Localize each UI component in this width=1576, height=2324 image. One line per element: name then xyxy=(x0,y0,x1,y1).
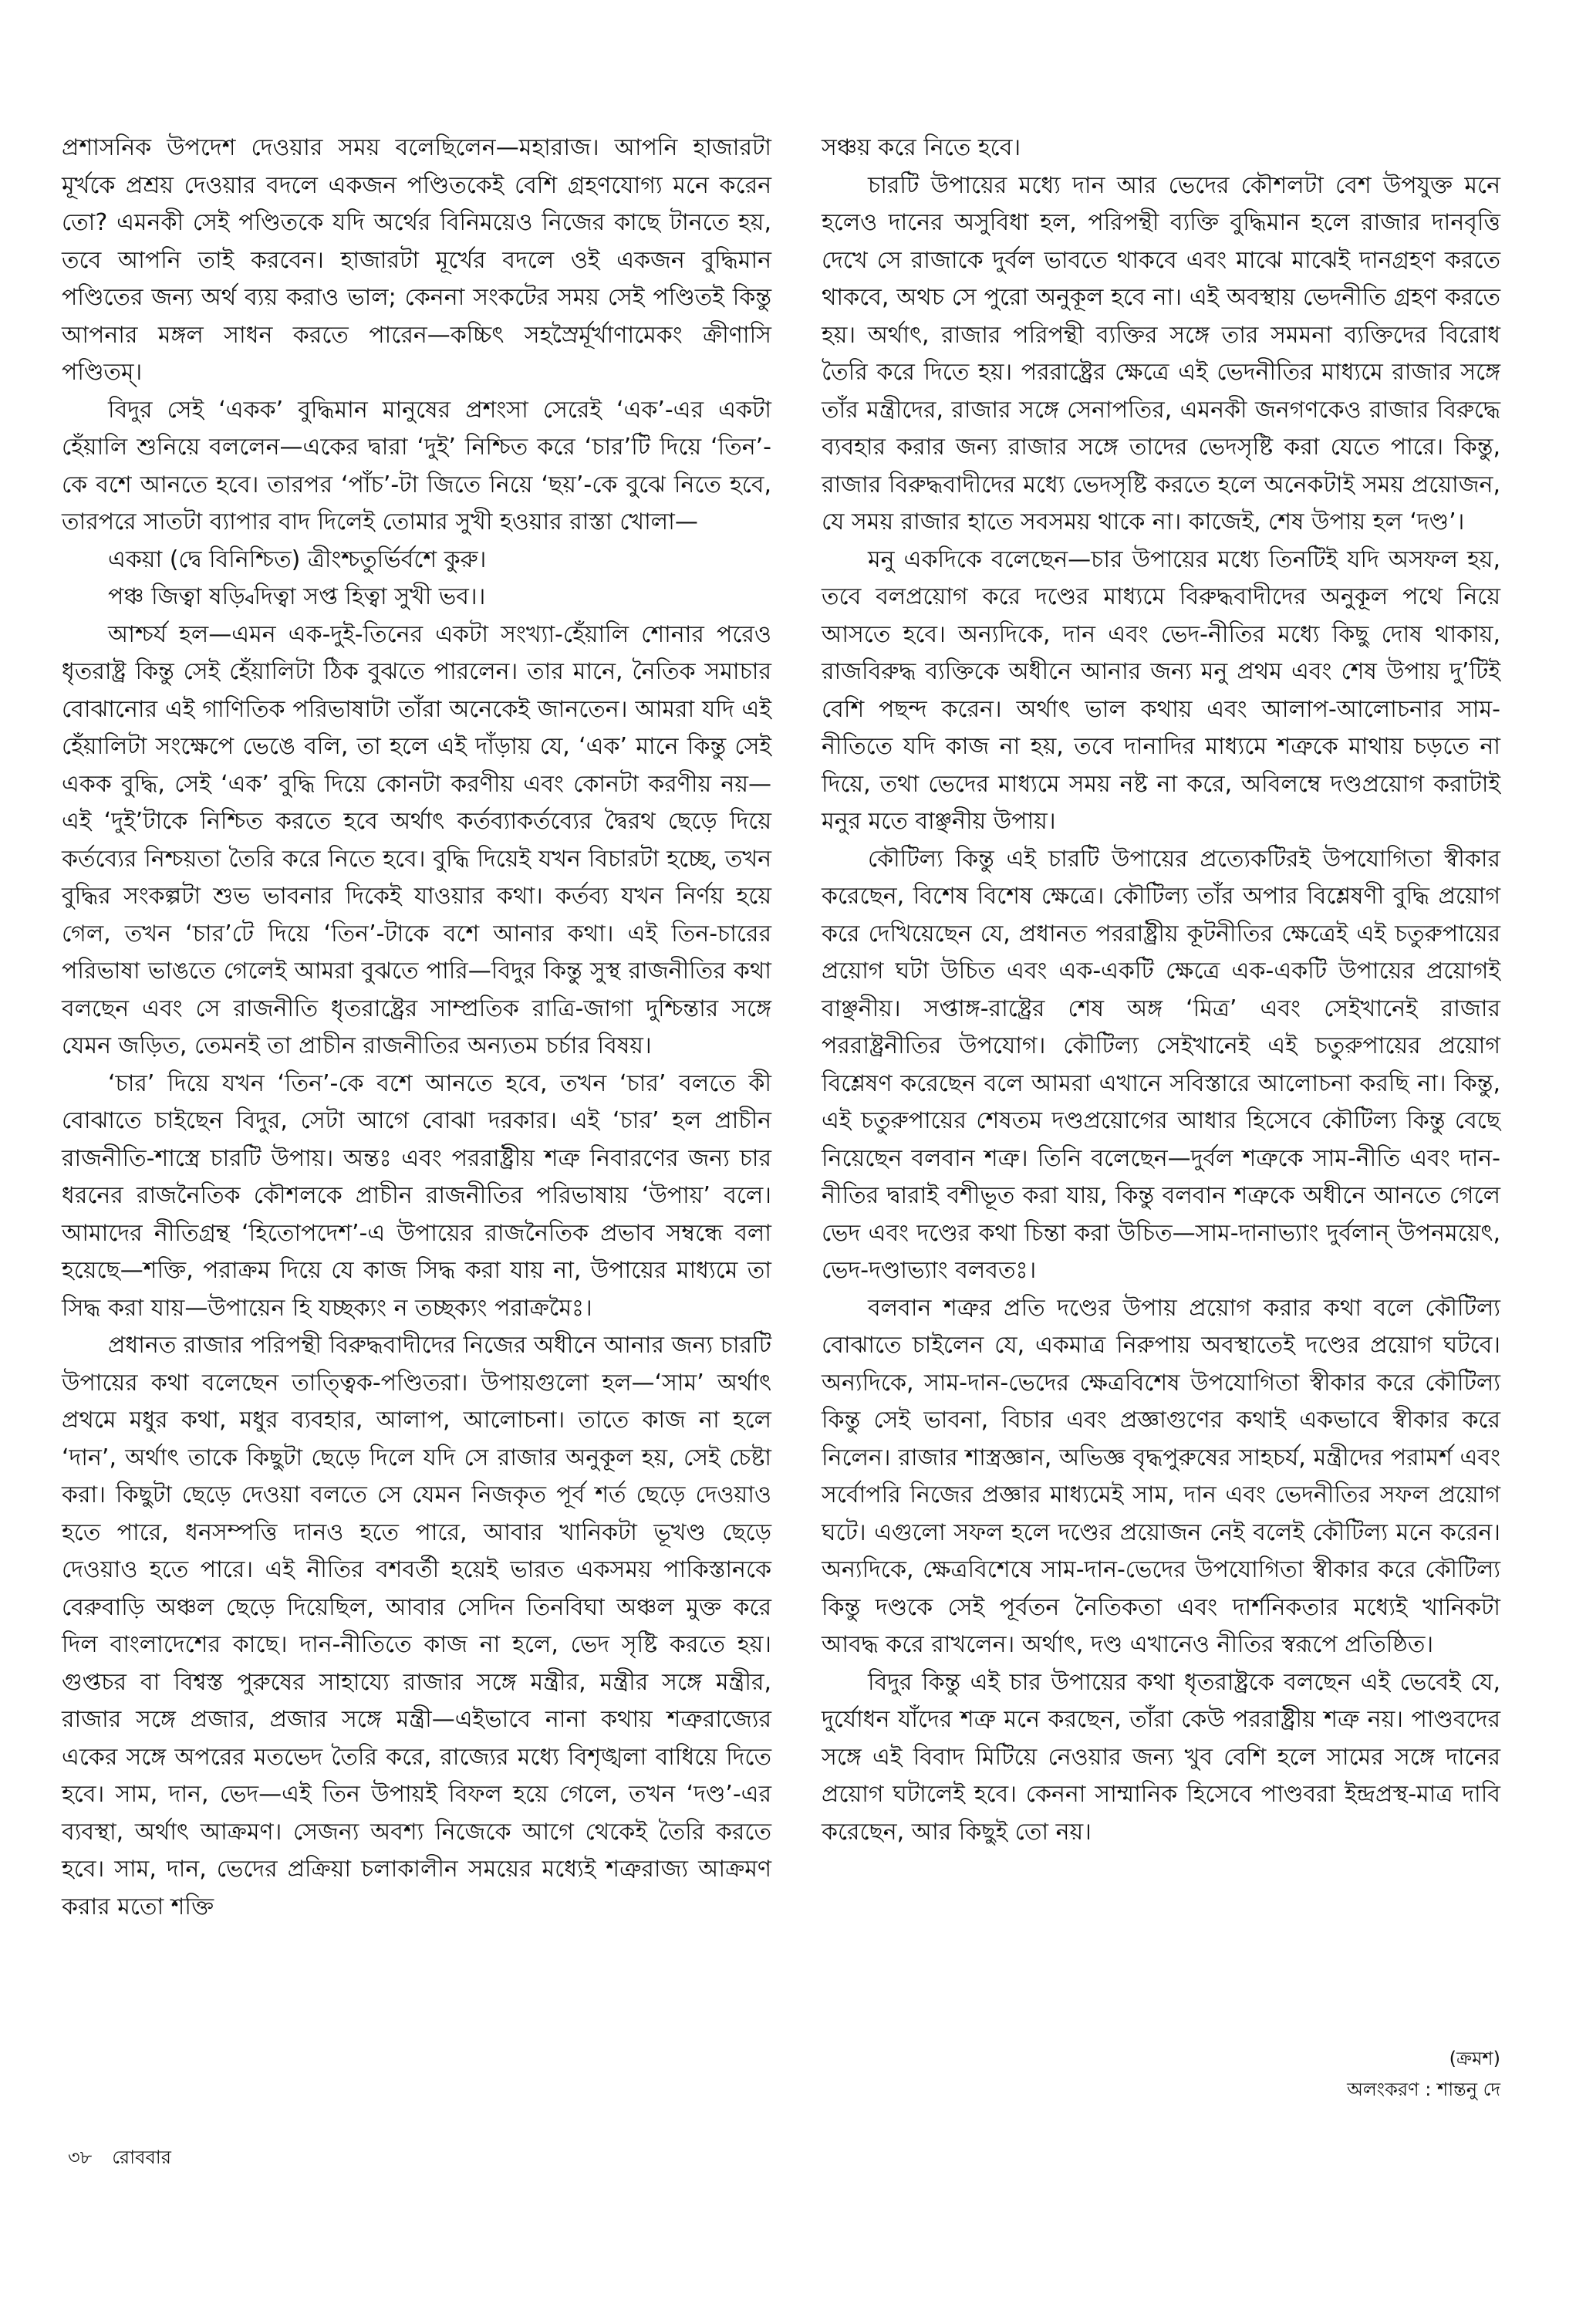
magazine-name: রোববার xyxy=(112,2147,171,2168)
body-paragraph: সঞ্চয় করে নিতে হবে। xyxy=(822,134,1021,161)
continued-note: (ক্রমশ) xyxy=(1449,2048,1500,2069)
left-column xyxy=(62,130,771,1926)
page-folio xyxy=(68,2143,191,2174)
body-paragraph: বিদুর কিন্তু এই চার উপায়ের কথা ধৃতরাষ্ট্রকে বলছেন এই ভেবেই যে, দুর্যোধন যাঁদের শত্রু মনে করছেন, তাঁরা কেউ পররাষ্ট্রীয় শত্রু নয়। পাণ্ডবদের সঙ্গে এই বিবাদ মিটিয়ে নেওয়ার জন্য খুব বেশি হলে সামের সঙ্গে দানের প্রয়োগ ঘটালেই হবে। কেননা সাম্মানিক হিসেবে পাণ্ডবরা ইন্দ্রপ্রস্থ-মাত্র দাবি করেছেন, আর কিছুই তো নয়। xyxy=(822,1668,1500,1846)
body-paragraph: ‘চার’ দিয়ে যখন ‘তিন’-কে বশে আনতে হবে, তখন ‘চার’ বলতে কী বোঝাতে চাইছেন বিদুর, সেটা আগে বোঝা দরকার। এই ‘চার’ হল প্রাচীন রাজনীতি-শাস্ত্রে চারটি উপায়। অন্তঃ এবং পররাষ্ট্রীয় শত্রু নিবারণের জন্য চার ধরনের রাজনৈতিক কৌশলকে প্রাচীন রাজনীতির পরিভাষায় ‘উপায়’ বলে। আমাদের নীতিগ্রন্থ ‘হিতোপদেশ’-এ উপায়ের রাজনৈতিক প্রভাব সম্বন্ধে বলা হয়েছে—শক্তি, পরাক্রম দিয়ে যে কাজ সিদ্ধ করা যায় না, উপায়ের মাধ্যমে তা সিদ্ধ করা যায়—উপায়েন হি যচ্ছক্যং ন তচ্ছক্যং পরাক্রমৈঃ। xyxy=(62,1069,771,1322)
sanskrit-verse-line: পঞ্চ জিত্বা ষড়্বিদিত্বা সপ্ত হিত্বা সুখী ভব।। xyxy=(108,583,486,610)
page-number: ৩৮ xyxy=(68,2147,93,2168)
body-paragraph: প্রধানত রাজার পরিপন্থী বিরুদ্ধবাদীদের নিজের অধীনে আনার জন্য চারটি উপায়ের কথা বলেছেন তাত্ত্বিক-পণ্ডিতরা। উপায়গুলো হল—‘সাম’ অর্থাৎ প্রথমে মধুর কথা, মধুর ব্যবহার, আলাপ, আলোচনা। তাতে কাজ না হলে ‘দান’, অর্থাৎ তাকে কিছুটা ছেড়ে দিলে যদি সে রাজার অনুকূল হয়, সেই চেষ্টা করা। কিছুটা ছেড়ে দেওয়া বলতে সে যেমন নিজকৃত পূর্ব শর্ত ছেড়ে দেওয়াও হতে পারে, ধনসম্পত্তি দানও হতে পারে, আবার খানিকটা ভূখণ্ড ছেড়ে দেওয়াও হতে পারে। এই নীতির বশবর্তী হয়েই ভারত একসময় পাকিস্তানকে বেরুবাড়ি অঞ্চল ছেড়ে দিয়েছিল, আবার সেদিন তিনবিঘা অঞ্চল মুক্ত করে দিল বাংলাদেশের কাছে। দান-নীতিতে কাজ না হলে, ভেদ সৃষ্টি করতে হয়। গুপ্তচর বা বিশ্বস্ত পুরুষের সাহায্যে রাজার সঙ্গে মন্ত্রীর, মন্ত্রীর সঙ্গে মন্ত্রীর, রাজার সঙ্গে প্রজার, প্রজার সঙ্গে মন্ত্রী—এইভাবে নানা কথায় শত্রুরাজ্যের একের সঙ্গে অপরের মতভেদ তৈরি করে, রাজ্যের মধ্যে বিশৃঙ্খলা বাধিয়ে দিতে হবে। সাম, দান, ভেদ—এই তিন উপায়ই বিফল হয়ে গেলে, তখন ‘দণ্ড’-এর ব্যবস্থা, অর্থাৎ আক্রমণ। সেজন্য অবশ্য নিজেকে আগে থেকেই তৈরি করতে হবে। সাম, দান, ভেদের প্রক্রিয়া চলাকালীন সময়ের মধ্যেই শত্রুরাজ্য আক্রমণ করার মতো শক্তি xyxy=(62,1332,771,1920)
article-credits xyxy=(1347,2043,1500,2105)
body-paragraph: মনু একদিকে বলেছেন—চার উপায়ের মধ্যে তিনটিই যদি অসফল হয়, তবে বলপ্রয়োগ করে দণ্ডের মাধ্যমে বিরুদ্ধবাদীদের অনুকূল পথে নিয়ে আসতে হবে। অন্যদিকে, দান এবং ভেদ-নীতির মধ্যে কিছু দোষ থাকায়, রাজবিরুদ্ধ ব্যক্তিকে অধীনে আনার জন্য মনু প্রথম এবং শেষ উপায় দু’টিই বেশি পছন্দ করেন। অর্থাৎ ভাল কথায় এবং আলাপ-আলোচনার সাম-নীতিতে যদি কাজ না হয়, তবে দানাদির মাধ্যমে শত্রুকে মাথায় চড়তে না দিয়ে, তথা ভেদের মাধ্যমে সময় নষ্ট না করে, অবিলম্বে দণ্ডপ্রয়োগ করাটাই মনুর মতে বাঞ্ছনীয় উপায়। xyxy=(822,546,1500,835)
body-paragraph: বলবান শত্রুর প্রতি দণ্ডের উপায় প্রয়োগ করার কথা বলে কৌটিল্য বোঝাতে চাইলেন যে, একমাত্র নিরুপায় অবস্থাতেই দণ্ডের প্রয়োগ ঘটবে। অন্যদিকে, সাম-দান-ভেদের ক্ষেত্রবিশেষ উপযোগিতা স্বীকার করে কৌটিল্য কিন্তু সেই ভাবনা, বিচার এবং প্রজ্ঞাগুণের কথাই একভাবে স্বীকার করে নিলেন। রাজার শাস্ত্রজ্ঞান, অভিজ্ঞ বৃদ্ধপুরুষের সাহচর্য, মন্ত্রীদের পরামর্শ এবং সর্বোপরি নিজের প্রজ্ঞার মাধ্যমেই সাম, দান এবং ভেদনীতির সফল প্রয়োগ ঘটে। এগুলো সফল হলে দণ্ডের প্রয়োজন নেই বলেই কৌটিল্য মনে করেন। অন্যদিকে, ক্ষেত্রবিশেষে সাম-দান-ভেদের উপযোগিতা স্বীকার করে কৌটিল্য কিন্তু দণ্ডকে সেই পূর্বতন নৈতিকতা এবং দার্শনিকতার মধ্যেই খানিকটা আবদ্ধ করে রাখলেন। অর্থাৎ, দণ্ড এখানেও নীতির স্বরূপে প্রতিষ্ঠিত। xyxy=(822,1294,1500,1658)
body-paragraph: আশ্চর্য হল—এমন এক-দুই-তিনের একটা সংখ্যা-হেঁয়ালি শোনার পরেও ধৃতরাষ্ট্র কিন্তু সেই হেঁয়ালিটা ঠিক বুঝতে পারলেন। তার মানে, নৈতিক সমাচার বোঝানোর এই গাণিতিক পরিভাষাটা তাঁরা অনেকেই জানতেন। আমরা যদি এই হেঁয়ালিটা সংক্ষেপে ভেঙে বলি, তা হলে এই দাঁড়ায় যে, ‘এক’ মানে কিন্তু সেই একক বুদ্ধি, সেই ‘এক’ বুদ্ধি দিয়ে কোনটা করণীয় এবং কোনটা করণীয় নয়—এই ‘দুই’টাকে নিশ্চিত করতে হবে অর্থাৎ কর্তব্যাকর্তব্যের দ্বৈরথ ছেড়ে দিয়ে কর্তব্যের নিশ্চয়তা তৈরি করে নিতে হবে। বুদ্ধি দিয়েই যখন বিচারটা হচ্ছে, তখন বুদ্ধির সংকল্পটা শুভ ভাবনার দিকেই যাওয়ার কথা। কর্তব্য যখন নির্ণয় হয়ে গেল, তখন ‘চার’টে দিয়ে ‘তিন’-টাকে বশে আনার কথা। এই তিন-চারের পরিভাষা ভাঙতে গেলেই আমরা বুঝতে পারি—বিদুর কিন্তু সুস্থ রাজনীতির কথা বলছেন এবং সে রাজনীতি ধৃতরাষ্ট্রের সাম্প্রতিক রাত্রি-জাগা দুশ্চিন্তার সঙ্গে যেমন জড়িত, তেমনই তা প্রাচীন রাজনীতির অন্যতম চর্চার বিষয়। xyxy=(62,620,771,1059)
body-paragraph: চারটি উপায়ের মধ্যে দান আর ভেদের কৌশলটা বেশ উপযুক্ত মনে হলেও দানের অসুবিধা হল, পরিপন্থী ব্যক্তি বুদ্ধিমান হলে রাজার দানবৃত্তি দেখে সে রাজাকে দুর্বল ভাবতে থাকবে এবং মাঝে মাঝেই দানগ্রহণ করতে থাকবে, অথচ সে পুরো অনুকূল হবে না। এই অবস্থায় ভেদনীতি গ্রহণ করতে হয়। অর্থাৎ, রাজার পরিপন্থী ব্যক্তির সঙ্গে তার সমমনা ব্যক্তিদের বিরোধ তৈরি করে দিতে হয়। পররাষ্ট্রের ক্ষেত্রে এই ভেদনীতির মাধ্যমে রাজার সঙ্গে তাঁর মন্ত্রীদের, রাজার সঙ্গে সেনাপতির, এমনকী জনগণকেও রাজার বিরুদ্ধে ব্যবহার করার জন্য রাজার সঙ্গে তাদের ভেদসৃষ্টি করা যেতে পারে। কিন্তু, রাজার বিরুদ্ধবাদীদের মধ্যে ভেদসৃষ্টি করতে হলে অনেকটাই সময় প্রয়োজন, যে সময় রাজার হাতে সবসময় থাকে না। কাজেই, শেষ উপায় হল ‘দণ্ড’। xyxy=(822,171,1500,535)
body-paragraph: প্রশাসনিক উপদেশ দেওয়ার সময় বলেছিলেন—মহারাজ। আপনি হাজারটা মূর্খকে প্রশ্রয় দেওয়ার বদলে একজন পণ্ডিতকেই বেশি গ্রহণযোগ্য মনে করেন তো? এমনকী সেই পণ্ডিতকে যদি অর্থের বিনিময়েও নিজের কাছে টানতে হয়, তবে আপনি তাই করবেন। হাজারটা মূর্খের বদলে ওই একজন বুদ্ধিমান পণ্ডিতের জন্য অর্থ ব্যয় করাও ভাল; কেননা সংকটের সময় সেই পণ্ডিতই কিন্তু আপনার মঙ্গল সাধন করতে পারেন—কচ্চিৎ সহস্রৈর্মূর্খাণামেকং ক্রীণাসি পণ্ডিতম্। xyxy=(62,134,771,386)
body-paragraph: কৌটিল্য কিন্তু এই চারটি উপায়ের প্রত্যেকটিরই উপযোগিতা স্বীকার করেছেন, বিশেষ বিশেষ ক্ষেত্রে। কৌটিল্য তাঁর অপার বিশ্লেষণী বুদ্ধি প্রয়োগ করে দেখিয়েছেন যে, প্রধানত পররাষ্ট্রীয় কূটনীতির ক্ষেত্রেই এই চতুরুপায়ের প্রয়োগ ঘটা উচিত এবং এক-একটি ক্ষেত্রে এক-একটি উপায়ের প্রয়োগই বাঞ্ছনীয়। সপ্তাঙ্গ-রাষ্ট্রের শেষ অঙ্গ ‘মিত্র’ এবং সেইখানেই রাজার পররাষ্ট্রনীতির উপযোগ। কৌটিল্য সেইখানেই এই চতুরুপায়ের প্রয়োগ বিশ্লেষণ করেছেন বলে আমরা এখানে সবিস্তারে আলোচনা করছি না। কিন্তু, এই চতুরুপায়ের শেষতম দণ্ডপ্রয়োগের আধার হিসেবে কৌটিল্য কিন্তু বেছে নিয়েছেন বলবান শত্রু। তিনি বলেছেন—দুর্বল শত্রুকে সাম-নীতি এবং দান-নীতির দ্বারাই বশীভূত করা যায়, কিন্তু বলবান শত্রুকে অধীনে আনতে গেলে ভেদ এবং দণ্ডের কথা চিন্তা করা উচিত—সাম-দানাভ্যাং দুর্বলান্ উপনময়েৎ, ভেদ-দণ্ডাভ্যাং বলবতঃ। xyxy=(822,845,1500,1284)
illustration-credit: অলংকরণ : শান্তনু দে xyxy=(1347,2079,1500,2100)
right-column xyxy=(822,130,1500,1851)
body-paragraph: বিদুর সেই ‘একক’ বুদ্ধিমান মানুষের প্রশংসা সেরেই ‘এক’-এর একটা হেঁয়ালি শুনিয়ে বললেন—একের দ্বারা ‘দুই’ নিশ্চিত করে ‘চার’টি দিয়ে ‘তিন’-কে বশে আনতে হবে। তারপর ‘পাঁচ’-টা জিতে নিয়ে ‘ছয়’-কে বুঝে নিতে হবে, তারপরে সাতটা ব্যাপার বাদ দিলেই তোমার সুখী হওয়ার রাস্তা খোলা— xyxy=(62,396,771,535)
sanskrit-verse-line: একয়া (দ্বে বিনিশ্চিত) ত্রীংশ্চতুর্ভির্বশে কুরু। xyxy=(108,546,487,573)
